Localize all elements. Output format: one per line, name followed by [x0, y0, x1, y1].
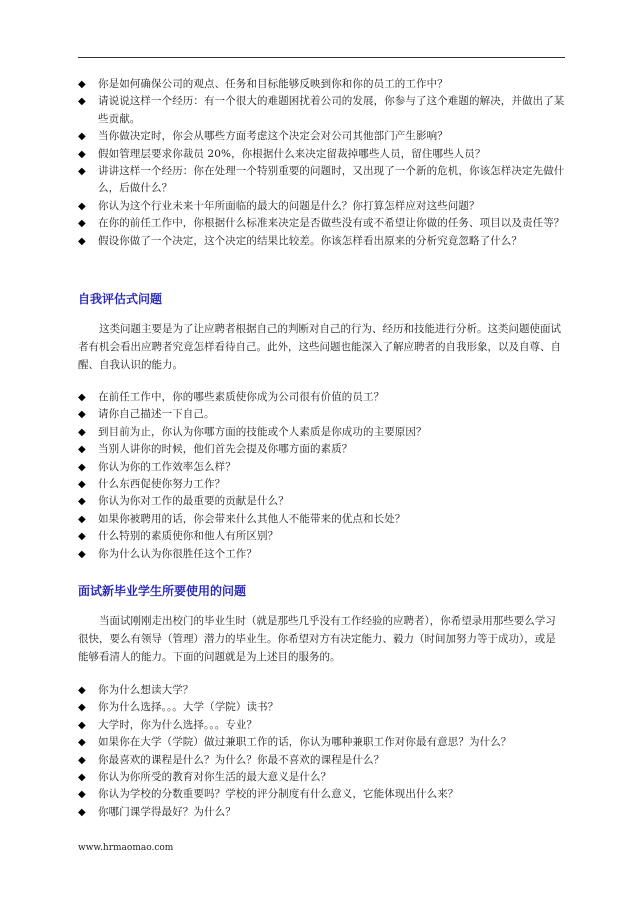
- black-diamond-icon: ◆: [78, 479, 86, 491]
- list-item: [78, 528, 565, 545]
- black-diamond-icon: ◆: [78, 200, 86, 212]
- list-item: [78, 769, 565, 786]
- black-diamond-icon: ◆: [78, 148, 86, 160]
- list-item: [78, 786, 565, 803]
- list-item: [78, 389, 565, 406]
- list-item: [78, 459, 565, 476]
- list-item-text: 讲讲这样一个经历：你在处理一个特别重要的问题时，又出现了一个新的危机，你该怎样决定先做什么，后做什么？: [98, 165, 565, 195]
- list-item-text: 在前任工作中，你的哪些素质使你成为公司很有价值的员工？: [98, 391, 385, 403]
- list-item-text: 你认为学校的分数重要吗？学校的评分制度有什么意义，它能体现出什么来？: [98, 788, 459, 801]
- black-diamond-icon: ◆: [78, 409, 86, 421]
- list-item-text: 如果你被聘用的话，你会带来什么其他人不能带来的优点和长处？: [98, 512, 406, 525]
- section2-list: [78, 389, 565, 563]
- list-item: [78, 76, 565, 93]
- list-item-text: 你最喜欢的课程是什么？为什么？你最不喜欢的课程是什么？: [98, 753, 385, 766]
- black-diamond-icon: ◆: [78, 737, 86, 749]
- section3-list: [78, 682, 565, 821]
- list-item: [78, 546, 565, 563]
- list-item-text: 请你自己描述一下自己。: [98, 408, 215, 421]
- list-item-text: 大学时，你为什么选择。。。专业？: [98, 718, 258, 731]
- black-diamond-icon: ◆: [78, 426, 86, 438]
- section1-list-block: [78, 76, 565, 250]
- black-diamond-icon: ◆: [78, 166, 86, 178]
- black-diamond-icon: ◆: [78, 218, 86, 230]
- list-item: [78, 198, 565, 215]
- list-item-text: 你是如何确保公司的观点、任务和目标能够反映到你和你的员工的工作中？: [98, 78, 448, 90]
- list-item-text: 你认为你所受的教育对你生活的最大意义是什么？: [98, 771, 332, 784]
- list-item-text: 假如管理层要求你裁员 20%，你根据什么来决定留裁掉哪些人员，留住哪些人员？: [98, 147, 486, 160]
- section2-intro: 这类问题主要是为了让应聘者根据自己的判断对自己的行为、经历和技能进行分析。这类问题使面试者有机会看出应聘者究竟怎样看待自己。此外，这些问题也能深入了解应聘者的自我形象，以及自尊、自醒、自我认识的能力。: [78, 323, 561, 371]
- list-item-text: 什么特别的素质使你和他人有所区别？: [98, 530, 279, 543]
- list-item-text: 如果你在大学（学院）做过兼职工作的话，你认为哪种兼职工作对你最有意思？为什么？: [98, 736, 512, 749]
- list-item-text: 在你的前任工作中，你根据什么标准来决定是否做些没有或不希望让你做的任务、项目以及责任等？: [98, 217, 565, 230]
- list-item: [78, 511, 565, 528]
- list-item-text: 你认为你的工作效率怎么样？: [98, 460, 236, 473]
- list-item-text: 到目前为止，你认为你哪方面的技能或个人素质是你成功的主要原因？: [98, 425, 427, 438]
- footer-url: www.hrmaomao.com: [78, 843, 174, 853]
- list-item: [78, 804, 565, 821]
- section2-list-block: [78, 389, 565, 563]
- list-item: [78, 163, 565, 198]
- section1-list: [78, 76, 565, 250]
- black-diamond-icon: ◆: [78, 392, 86, 403]
- black-diamond-icon: ◆: [78, 719, 86, 731]
- black-diamond-icon: ◆: [78, 235, 86, 247]
- black-diamond-icon: ◆: [78, 96, 86, 108]
- list-item: [78, 699, 565, 716]
- list-item: [78, 406, 565, 423]
- list-item-text: 你为什么认为你很胜任这个工作？: [98, 547, 257, 560]
- list-item: [78, 146, 565, 163]
- list-item: [78, 424, 565, 441]
- list-item: [78, 215, 565, 232]
- list-item-text: 你认为这个行业未来十年所面临的最大的问题是什么？你打算怎样应对这些问题？: [98, 199, 480, 212]
- list-item-text: 当别人讲你的时候，他们首先会提及你哪方面的素质？: [98, 443, 353, 456]
- black-diamond-icon: ◆: [78, 702, 86, 714]
- black-diamond-icon: ◆: [78, 131, 86, 143]
- list-item: [78, 682, 565, 699]
- list-item: [78, 128, 565, 145]
- black-diamond-icon: ◆: [78, 548, 86, 560]
- black-diamond-icon: ◆: [78, 444, 86, 456]
- list-item: [78, 717, 565, 734]
- black-diamond-icon: ◆: [78, 789, 86, 801]
- list-item-text: 你为什么想读大学？: [98, 684, 194, 696]
- header-rule: [78, 57, 565, 58]
- black-diamond-icon: ◆: [78, 754, 86, 766]
- list-item: [78, 734, 565, 751]
- list-item-text: 你哪门课学得最好？为什么？: [98, 805, 236, 818]
- black-diamond-icon: ◆: [78, 79, 86, 90]
- list-item: [78, 493, 565, 510]
- list-item: [78, 752, 565, 769]
- list-item-text: 什么东西促使你努力工作？: [98, 478, 226, 491]
- black-diamond-icon: ◆: [78, 496, 86, 508]
- list-item-text: 请说说这样一个经历：有一个很大的难题困扰着公司的发展，你参与了这个难题的解决，并做出了某些贡献。: [98, 95, 565, 125]
- black-diamond-icon: ◆: [78, 685, 86, 696]
- black-diamond-icon: ◆: [78, 513, 86, 525]
- list-item-text: 你为什么选择。。。大学（学院）读书？: [98, 701, 279, 714]
- list-item: [78, 233, 565, 250]
- list-item: [78, 476, 565, 493]
- black-diamond-icon: ◆: [78, 461, 86, 473]
- black-diamond-icon: ◆: [78, 806, 86, 818]
- list-item: [78, 441, 565, 458]
- list-item-text: 假设你做了一个决定，这个决定的结果比较差。你该怎样看出原来的分析究竟忽略了什么？: [98, 234, 522, 247]
- section3-intro: 当面试刚刚走出校门的毕业生时（就是那些几乎没有工作经验的应聘者），你希望录用那些要么学习很快，要么有领导（管理）潜力的毕业生。你希望对方有决定能力、毅力（时间加努力等于成功），或是能够看清人的能力。下面的问题就是为上述目的服务的。: [78, 615, 556, 663]
- section3-heading: 面试新毕业学生所要使用的问题: [78, 584, 247, 598]
- list-item-text: 当你做决定时，你会从哪些方面考虑这个决定会对公司其他部门产生影响？: [98, 130, 448, 143]
- list-item: [78, 93, 565, 128]
- section3-list-block: [78, 682, 565, 821]
- black-diamond-icon: ◆: [78, 531, 86, 543]
- section2-heading: 自我评估式问题: [78, 292, 163, 306]
- black-diamond-icon: ◆: [78, 772, 86, 784]
- list-item-text: 你认为你对工作的最重要的贡献是什么？: [98, 495, 289, 508]
